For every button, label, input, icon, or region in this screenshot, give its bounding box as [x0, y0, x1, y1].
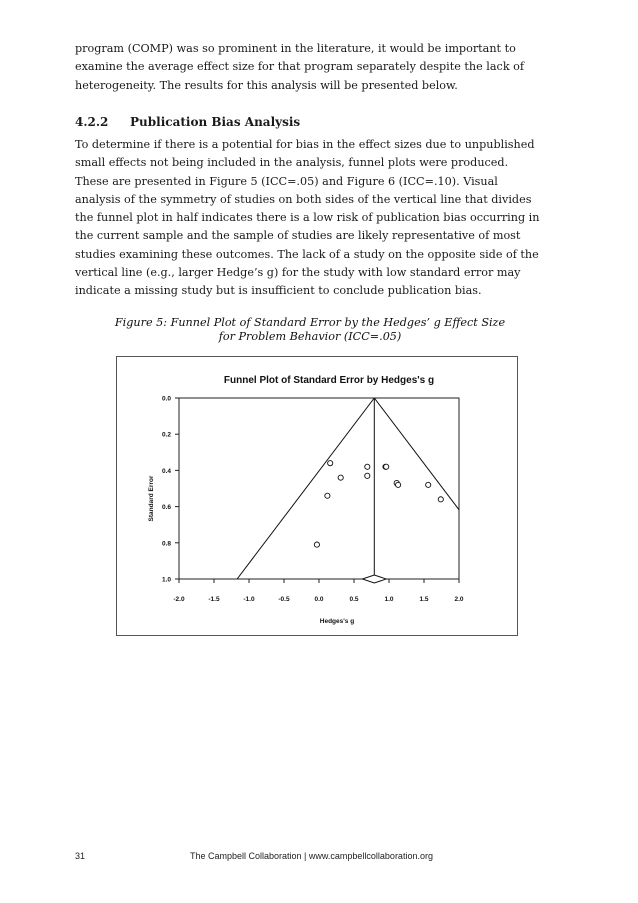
figure-caption: [100, 316, 520, 344]
x-axis-label: Hedges's g: [319, 618, 355, 625]
x-tick-label: 1.5: [419, 596, 429, 603]
study-point: [325, 493, 330, 498]
x-tick-label: 0.0: [314, 596, 324, 603]
y-axis-label: Standard Error: [148, 475, 155, 522]
study-point: [338, 475, 343, 480]
chart-title: Funnel Plot of Standard Error by Hedges's g: [223, 375, 435, 386]
y-tick-label: 0.4: [161, 467, 171, 475]
funnel-plot-chart: [117, 357, 517, 635]
figure-caption-line-1: Figure 5: Funnel Plot of Standard Error by the Hedges’ g Effect Size: [114, 316, 506, 329]
y-tick-label: 0.2: [161, 431, 171, 439]
section-heading: [75, 115, 300, 129]
funnel-right-line: [374, 398, 511, 579]
y-tick-label: 1.0: [161, 576, 171, 584]
x-tick-label: -2.0: [173, 596, 185, 603]
y-tick-label: 0.6: [161, 504, 171, 512]
publication-bias-paragraph: To determine if there is a potential for bias in the effect sizes due to unpublished small effects not being included in the analysis, funnel plots were produced. These are presented in Figure 5 (ICC=.05) and Figure 6 (ICC=.10). Visual analysis of the symmetry of studies on both sides of the vertical line that divides the funnel plot in half indicates there is a low risk of publication bias occurring in the current sample and the sample of studies are likely representative of most studies examining these outcomes. The lack of a study on the opposite side of the vertical line (e.g., larger Hedge’s g) for the study with low standard error may indicate a missing study but is insufficient to conclude publication bias.: [75, 138, 540, 298]
x-tick-label: 0.5: [349, 596, 359, 603]
study-point: [328, 461, 333, 466]
funnel-plot-figure: [116, 356, 518, 636]
study-point: [365, 473, 370, 478]
y-tick-label: 0.0: [161, 395, 171, 403]
x-tick-label: 1.0: [384, 596, 394, 603]
section-number: 4.2.2: [75, 115, 109, 129]
study-point: [438, 497, 443, 502]
study-point: [384, 464, 389, 469]
x-tick-label: -0.5: [278, 596, 290, 603]
plot-frame: [179, 398, 459, 579]
section-title: Publication Bias Analysis: [130, 115, 301, 129]
study-point: [426, 482, 431, 487]
study-point: [314, 542, 319, 547]
figure-caption-line-2: for Problem Behavior (ICC=.05): [218, 330, 402, 343]
funnel-left-line: [237, 398, 374, 579]
x-tick-label: -1.5: [208, 596, 220, 603]
study-point: [396, 482, 401, 487]
study-point: [365, 464, 370, 469]
x-tick-label: 2.0: [454, 596, 464, 603]
summary-diamond: [362, 575, 386, 583]
intro-paragraph: program (COMP) was so prominent in the literature, it would be important to examine the average effect size for that program separately despite the lack of heterogeneity. The results for this analysis will be presented below.: [75, 42, 525, 92]
y-tick-label: 0.8: [161, 540, 171, 548]
x-tick-label: -1.0: [243, 596, 255, 603]
page-number: 31: [75, 851, 86, 861]
footer-text: The Campbell Collaboration | www.campbellcollaboration.org: [190, 851, 433, 861]
